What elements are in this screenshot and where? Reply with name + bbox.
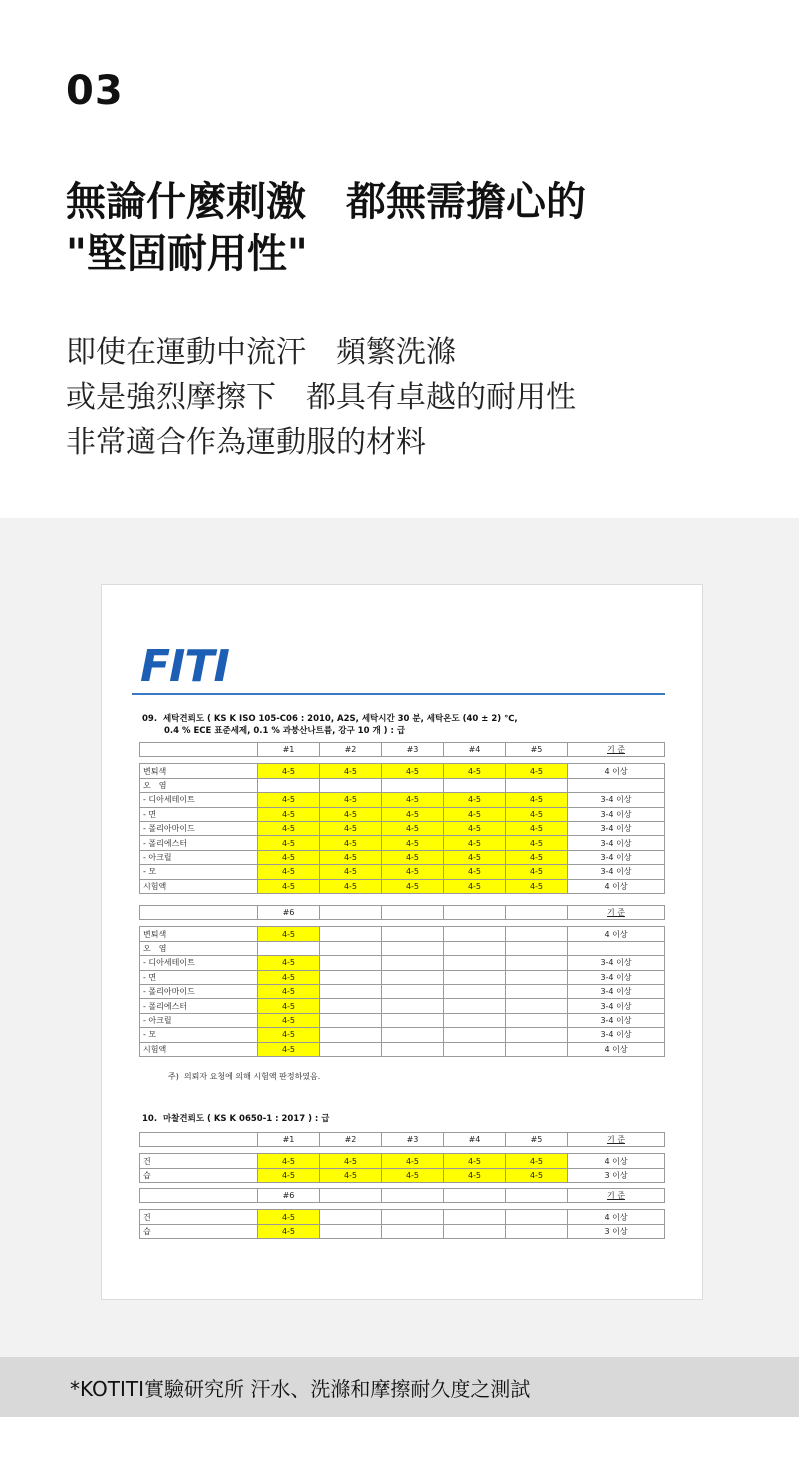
grade-cell: 4-5 <box>320 764 382 778</box>
grade-cell <box>506 956 568 970</box>
grade-cell: 4-5 <box>382 764 444 778</box>
grade-cell <box>506 999 568 1013</box>
header-sample <box>506 906 568 920</box>
grade-cell: 4-5 <box>258 984 320 998</box>
table-row <box>140 1028 665 1042</box>
table-row <box>140 956 665 970</box>
headline-line-1: 無論什麼刺激 都無需擔心的 <box>66 179 586 225</box>
grade-cell: 4-5 <box>444 1154 506 1168</box>
grade-cell: 4-5 <box>320 807 382 821</box>
row-label: 건 <box>140 1210 258 1224</box>
grade-cell <box>506 1224 568 1238</box>
standard-cell: 4 이상 <box>568 879 665 893</box>
standard-cell: 3-4 이상 <box>568 865 665 879</box>
standard-cell: 3-4 이상 <box>568 1028 665 1042</box>
row-label: 습 <box>140 1168 258 1182</box>
row-label: - 모 <box>140 865 258 879</box>
grade-cell: 4-5 <box>320 865 382 879</box>
grade-cell: 4-5 <box>382 1154 444 1168</box>
section-number: 03 <box>66 68 124 114</box>
grade-cell: 4-5 <box>382 836 444 850</box>
row-label: - 폴리아마이드 <box>140 984 258 998</box>
standard-cell <box>568 941 665 955</box>
grade-cell: 4-5 <box>382 807 444 821</box>
table-row <box>140 836 665 850</box>
header-blank <box>140 1133 258 1147</box>
grade-cell: 4-5 <box>382 865 444 879</box>
grade-cell: 4-5 <box>320 793 382 807</box>
standard-cell: 3-4 이상 <box>568 850 665 864</box>
header-sample: #3 <box>382 1133 444 1147</box>
header-sample <box>444 1189 506 1203</box>
table-row <box>140 793 665 807</box>
standard-cell: 4 이상 <box>568 1042 665 1056</box>
rub-fastness-table-1 <box>139 1132 665 1183</box>
table-row <box>140 927 665 941</box>
grade-cell <box>506 1210 568 1224</box>
grade-cell <box>320 1028 382 1042</box>
table-row <box>140 1224 665 1238</box>
row-label: - 모 <box>140 1028 258 1042</box>
header-standard: 기 준 <box>568 1189 665 1203</box>
grade-cell <box>382 927 444 941</box>
section9-title-line1: 09. 세탁견뢰도 ( KS K ISO 105-C06 : 2010, A2S, 세탁시간 30 분, 세탁온도 (40 ± 2) ℃, <box>142 714 518 724</box>
headline <box>66 176 586 280</box>
grade-cell <box>320 1013 382 1027</box>
grade-cell: 4-5 <box>444 1168 506 1182</box>
header-sample: #1 <box>258 743 320 757</box>
row-label: 오 염 <box>140 941 258 955</box>
grade-cell <box>258 778 320 792</box>
grade-cell: 4-5 <box>506 807 568 821</box>
header-sample: #4 <box>444 743 506 757</box>
fiti-logo: FITI <box>140 641 229 692</box>
grade-cell <box>320 1042 382 1056</box>
header-sample: #1 <box>258 1133 320 1147</box>
subtext-line-3: 非常適合作為運動服的材料 <box>66 425 426 460</box>
grade-cell: 4-5 <box>506 879 568 893</box>
standard-cell: 4 이상 <box>568 1210 665 1224</box>
grade-cell <box>320 984 382 998</box>
table-row <box>140 879 665 893</box>
table-spacer-row <box>140 920 665 927</box>
grade-cell: 4-5 <box>382 793 444 807</box>
header-standard: 기 준 <box>568 1133 665 1147</box>
grade-cell: 4-5 <box>258 1042 320 1056</box>
grade-cell: 4-5 <box>444 879 506 893</box>
grade-cell: 4-5 <box>320 1168 382 1182</box>
grade-cell: 4-5 <box>382 821 444 835</box>
grade-cell: 4-5 <box>382 879 444 893</box>
header-sample: #2 <box>320 743 382 757</box>
row-label: - 폴리에스터 <box>140 999 258 1013</box>
table-spacer-row <box>140 1203 665 1210</box>
row-label: 오 염 <box>140 778 258 792</box>
grade-cell <box>506 1042 568 1056</box>
header-sample <box>506 1189 568 1203</box>
subtext-line-1: 即使在運動中流汗 頻繁洗滌 <box>66 335 456 370</box>
grade-cell: 4-5 <box>258 1154 320 1168</box>
grade-cell: 4-5 <box>258 793 320 807</box>
grade-cell: 4-5 <box>444 865 506 879</box>
table-row <box>140 1042 665 1056</box>
grade-cell <box>444 927 506 941</box>
grade-cell: 4-5 <box>444 836 506 850</box>
row-label: - 면 <box>140 807 258 821</box>
header-sample <box>444 906 506 920</box>
grade-cell: 4-5 <box>506 1154 568 1168</box>
grade-cell <box>382 1042 444 1056</box>
grade-cell <box>382 1013 444 1027</box>
grade-cell: 4-5 <box>258 999 320 1013</box>
row-label: - 디아세테이트 <box>140 793 258 807</box>
row-label: 시험액 <box>140 1042 258 1056</box>
header-sample <box>382 906 444 920</box>
logo-divider <box>132 693 665 695</box>
grade-cell <box>382 999 444 1013</box>
standard-cell: 3-4 이상 <box>568 1013 665 1027</box>
table-row <box>140 1168 665 1182</box>
grade-cell: 4-5 <box>506 850 568 864</box>
header-sample: #6 <box>258 1189 320 1203</box>
grade-cell <box>320 1224 382 1238</box>
rub-fastness-table-2 <box>139 1188 665 1239</box>
table-row <box>140 1154 665 1168</box>
table-row <box>140 850 665 864</box>
grade-cell: 4-5 <box>258 956 320 970</box>
grade-cell <box>444 1028 506 1042</box>
grade-cell: 4-5 <box>506 865 568 879</box>
grade-cell: 4-5 <box>506 821 568 835</box>
grade-cell: 4-5 <box>444 821 506 835</box>
grade-cell: 4-5 <box>320 1154 382 1168</box>
grade-cell: 4-5 <box>258 764 320 778</box>
row-label: - 아크릴 <box>140 1013 258 1027</box>
footer-caption: *KOTITI實驗研究所 汗水、洗滌和摩擦耐久度之測試 <box>70 1377 531 1401</box>
header-blank <box>140 1189 258 1203</box>
subtext <box>66 330 576 465</box>
grade-cell: 4-5 <box>258 879 320 893</box>
grade-cell: 4-5 <box>320 850 382 864</box>
grade-cell <box>382 956 444 970</box>
header-standard: 기 준 <box>568 906 665 920</box>
grade-cell: 4-5 <box>382 850 444 864</box>
grade-cell <box>382 1224 444 1238</box>
header-sample <box>320 906 382 920</box>
grade-cell <box>444 941 506 955</box>
grade-cell <box>320 956 382 970</box>
section9-title-line2: 0.4 % ECE 표준세제, 0.1 % 과붕산나트륨, 강구 10 개 ) : 급 <box>164 726 406 736</box>
standard-cell: 4 이상 <box>568 764 665 778</box>
header-sample <box>382 1189 444 1203</box>
grade-cell: 4-5 <box>258 1013 320 1027</box>
headline-line-2: "堅固耐用性" <box>66 231 308 277</box>
grade-cell <box>382 778 444 792</box>
grade-cell <box>382 984 444 998</box>
grade-cell: 4-5 <box>506 1168 568 1182</box>
row-label: - 디아세테이트 <box>140 956 258 970</box>
header-sample: #2 <box>320 1133 382 1147</box>
header-sample: #6 <box>258 906 320 920</box>
grade-cell: 4-5 <box>258 850 320 864</box>
standard-cell: 3-4 이상 <box>568 956 665 970</box>
grade-cell <box>444 984 506 998</box>
subtext-line-2: 或是強烈摩擦下 都具有卓越的耐用性 <box>66 380 576 415</box>
table-row <box>140 999 665 1013</box>
standard-cell: 3-4 이상 <box>568 999 665 1013</box>
table-row <box>140 1210 665 1224</box>
grade-cell <box>382 1028 444 1042</box>
header-sample <box>320 1189 382 1203</box>
grade-cell: 4-5 <box>258 807 320 821</box>
grade-cell <box>506 984 568 998</box>
standard-cell: 3 이상 <box>568 1224 665 1238</box>
row-label: 변퇴색 <box>140 927 258 941</box>
header-sample: #4 <box>444 1133 506 1147</box>
header-sample: #3 <box>382 743 444 757</box>
grade-cell: 4-5 <box>444 850 506 864</box>
grade-cell <box>506 941 568 955</box>
header-sample: #5 <box>506 1133 568 1147</box>
section10-title: 10. 마찰견뢰도 ( KS K 0650-1 : 2017 ) : 급 <box>142 1114 330 1124</box>
grade-cell: 4-5 <box>506 764 568 778</box>
table-row <box>140 807 665 821</box>
header-blank <box>140 906 258 920</box>
table-header-row <box>140 906 665 920</box>
grade-cell <box>258 941 320 955</box>
standard-cell: 3-4 이상 <box>568 807 665 821</box>
footer-bar <box>0 1357 799 1417</box>
row-label: - 폴리아마이드 <box>140 821 258 835</box>
table-row <box>140 764 665 778</box>
row-label: - 폴리에스터 <box>140 836 258 850</box>
test-report-document <box>101 584 703 1300</box>
grade-cell <box>506 1013 568 1027</box>
grade-cell: 4-5 <box>258 865 320 879</box>
table-row <box>140 865 665 879</box>
grade-cell <box>444 1013 506 1027</box>
grade-cell <box>444 1042 506 1056</box>
header-blank <box>140 743 258 757</box>
grade-cell <box>320 970 382 984</box>
grade-cell <box>320 941 382 955</box>
grade-cell: 4-5 <box>444 764 506 778</box>
grade-cell: 4-5 <box>258 1224 320 1238</box>
standard-cell: 3 이상 <box>568 1168 665 1182</box>
row-label: - 면 <box>140 970 258 984</box>
grade-cell <box>444 778 506 792</box>
section9-note: 주) 의뢰자 요청에 의해 시험액 판정하였음. <box>168 1072 321 1081</box>
grade-cell <box>382 1210 444 1224</box>
row-label: 습 <box>140 1224 258 1238</box>
grade-cell: 4-5 <box>258 1210 320 1224</box>
grade-cell: 4-5 <box>320 836 382 850</box>
grade-cell: 4-5 <box>258 1028 320 1042</box>
standard-cell <box>568 778 665 792</box>
grade-cell: 4-5 <box>258 836 320 850</box>
grade-cell <box>320 1210 382 1224</box>
row-label: - 아크릴 <box>140 850 258 864</box>
standard-cell: 3-4 이상 <box>568 821 665 835</box>
standard-cell: 3-4 이상 <box>568 836 665 850</box>
grade-cell <box>320 927 382 941</box>
grade-cell <box>444 999 506 1013</box>
grade-cell: 4-5 <box>444 807 506 821</box>
grade-cell: 4-5 <box>320 879 382 893</box>
grade-cell <box>506 927 568 941</box>
grade-cell: 4-5 <box>258 1168 320 1182</box>
header-sample: #5 <box>506 743 568 757</box>
grade-cell <box>382 941 444 955</box>
standard-cell: 4 이상 <box>568 1154 665 1168</box>
table-header-row <box>140 1133 665 1147</box>
grade-cell <box>444 956 506 970</box>
grade-cell <box>444 1224 506 1238</box>
grade-cell <box>382 970 444 984</box>
standard-cell: 4 이상 <box>568 927 665 941</box>
grade-cell <box>320 778 382 792</box>
grade-cell: 4-5 <box>258 970 320 984</box>
row-label: 건 <box>140 1154 258 1168</box>
grade-cell: 4-5 <box>506 793 568 807</box>
header-standard: 기 준 <box>568 743 665 757</box>
row-label: 시험액 <box>140 879 258 893</box>
grade-cell <box>506 778 568 792</box>
table-row <box>140 941 665 955</box>
grade-cell: 4-5 <box>382 1168 444 1182</box>
table-row <box>140 984 665 998</box>
table-row <box>140 821 665 835</box>
grade-cell <box>320 999 382 1013</box>
row-label: 변퇴색 <box>140 764 258 778</box>
grade-cell <box>444 1210 506 1224</box>
table-row <box>140 778 665 792</box>
grade-cell <box>444 970 506 984</box>
grade-cell <box>506 1028 568 1042</box>
table-header-row <box>140 743 665 757</box>
standard-cell: 3-4 이상 <box>568 793 665 807</box>
table-spacer-row <box>140 757 665 764</box>
wash-fastness-table-2 <box>139 905 665 1057</box>
table-row <box>140 970 665 984</box>
grade-cell <box>506 970 568 984</box>
table-row <box>140 1013 665 1027</box>
grade-cell: 4-5 <box>258 927 320 941</box>
standard-cell: 3-4 이상 <box>568 984 665 998</box>
grade-cell: 4-5 <box>320 821 382 835</box>
grade-cell: 4-5 <box>258 821 320 835</box>
wash-fastness-table-1 <box>139 742 665 894</box>
standard-cell: 3-4 이상 <box>568 970 665 984</box>
grade-cell: 4-5 <box>444 793 506 807</box>
grade-cell: 4-5 <box>506 836 568 850</box>
table-spacer-row <box>140 1147 665 1154</box>
table-header-row <box>140 1189 665 1203</box>
